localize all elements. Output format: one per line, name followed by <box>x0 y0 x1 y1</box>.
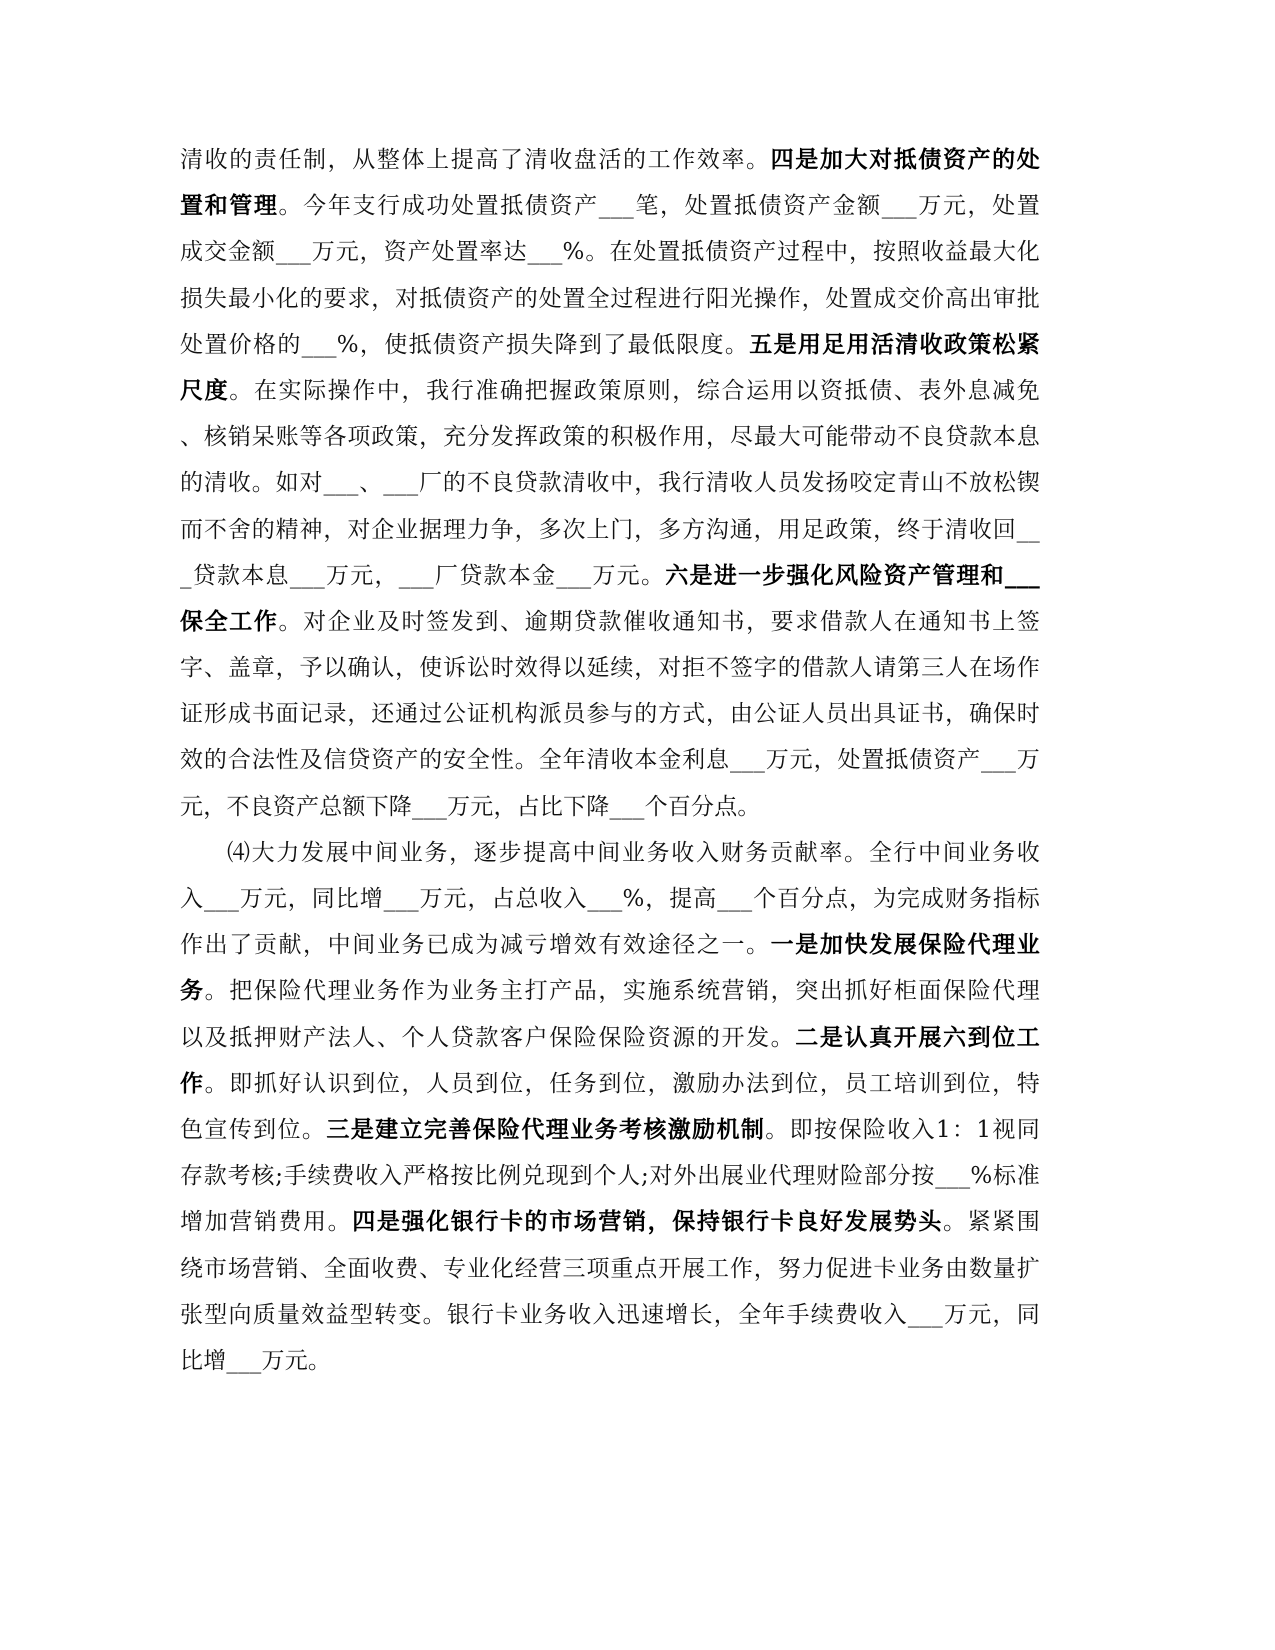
bold-heading-text: 一是加快发展保险代理业 <box>770 931 1040 959</box>
text-line <box>180 790 1040 836</box>
text-line <box>180 928 1040 974</box>
text-line <box>180 1113 1040 1159</box>
text-line <box>180 1067 1040 1113</box>
body-text: 处置价格的___%，使抵债资产损失降到了最低限度。 <box>180 331 750 358</box>
text-line <box>180 189 1040 235</box>
text-line <box>180 143 1040 189</box>
body-text: 。即按保险收入1：1视同 <box>765 1116 1040 1143</box>
bold-heading-text: 作 <box>180 1069 205 1097</box>
body-text: 张型向质量效益型转变。银行卡业务收入迅速增长，全年手续费收入___万元，同 <box>180 1301 1040 1328</box>
body-text: 清收的责任制，从整体上提高了清收盘活的工作效率。 <box>180 147 771 173</box>
text-line <box>180 513 1040 559</box>
body-text: 损失最小化的要求，对抵债资产的处置全过程进行阳光操作，处置成交价高出审批 <box>180 285 1040 312</box>
body-text: 存款考核;手续费收入严格按比例兑现到个人;对外出展业代理财险部分按___%标准 <box>180 1163 1040 1190</box>
body-text: 色宣传到位。 <box>180 1116 327 1143</box>
text-line <box>180 374 1040 420</box>
text-line <box>180 836 1040 882</box>
document-body <box>180 143 1040 1390</box>
body-text: 的清收。如对___、___厂的不良贷款清收中，我行清收人员发扬咬定青山不放松锲 <box>180 470 1040 497</box>
text-line <box>180 466 1040 512</box>
bold-heading-text: 四是强化银行卡的市场营销，保持银行卡良好发展势头 <box>352 1208 943 1236</box>
body-text: 绕市场营销、全面收费、专业化经营三项重点开展工作，努力促进卡业务由数量扩 <box>180 1255 1040 1282</box>
text-line <box>180 1252 1040 1298</box>
text-line <box>180 697 1040 743</box>
body-text: 。即抓好认识到位，人员到位，任务到位，激励办法到位，员工培训到位，特 <box>204 1070 1040 1097</box>
body-text: 成交金额___万元，资产处置率达___%。在处置抵债资产过程中，按照收益最大化 <box>180 239 1040 266</box>
text-line <box>180 605 1040 651</box>
body-text: 。对企业及时签发到、逾期贷款催收通知书，要求借款人在通知书上签 <box>278 608 1040 635</box>
text-line <box>180 1298 1040 1344</box>
text-line <box>180 1159 1040 1205</box>
text-line <box>180 651 1040 697</box>
text-line <box>180 974 1040 1020</box>
body-text: _贷款本息___万元，___厂贷款本金___万元。 <box>180 562 666 589</box>
text-line <box>180 743 1040 789</box>
text-line <box>180 1344 1040 1390</box>
body-text: 。紧紧围 <box>942 1209 1040 1236</box>
text-line <box>180 559 1040 605</box>
body-text: 入___万元，同比增___万元，占总收入___%，提高___个百分点，为完成财务指标 <box>180 886 1040 912</box>
body-text: 元，不良资产总额下降___万元，占比下降___个百分点。 <box>180 793 761 820</box>
bold-heading-text: 二是认真开展六到位工 <box>795 1023 1041 1051</box>
text-line <box>180 235 1040 281</box>
text-line <box>180 328 1040 374</box>
body-text: 作出了贡献，中间业务已成为减亏增效有效途径之一。 <box>180 932 771 959</box>
text-line <box>180 882 1040 928</box>
body-text: 、核销呆账等各项政策，充分发挥政策的积极作用，尽最大可能带动不良贷款本息 <box>180 424 1040 451</box>
bold-heading-text: 四是加大对抵债资产的处 <box>770 146 1040 173</box>
body-text: 效的合法性及信贷资产的安全性。全年清收本金利息___万元，处置抵债资产___万 <box>180 747 1040 774</box>
body-text: 。在实际操作中，我行准确把握政策原则，综合运用以资抵债、表外息减免 <box>229 377 1040 404</box>
text-line <box>180 420 1040 466</box>
body-text: 而不舍的精神，对企业据理力争，多次上门，多方沟通，用足政策，终于清收回__ <box>180 516 1040 543</box>
text-line <box>180 1021 1040 1067</box>
body-text: 。今年支行成功处置抵债资产___笔，处置抵债资产金额___万元，处置 <box>278 193 1040 220</box>
bold-heading-text: 五是用足用活清收政策松紧 <box>749 330 1040 358</box>
body-text: 比增___万元。 <box>180 1347 332 1374</box>
body-text: 证形成书面记录，还通过公证机构派员参与的方式，由公证人员出具证书，确保时 <box>180 701 1040 728</box>
bold-heading-text: 置和管理 <box>180 192 279 220</box>
body-text: 。把保险代理业务作为业务主打产品，实施系统营销，突出抓好柜面保险代理 <box>204 978 1040 1005</box>
text-line <box>180 282 1040 328</box>
bold-heading-text: 务 <box>180 977 205 1005</box>
text-line <box>180 1205 1040 1251</box>
bold-heading-text: 六是进一步强化风险资产管理和___ <box>665 561 1041 589</box>
body-text: 字、盖章，予以确认，使诉讼时效得以延续，对拒不签字的借款人请第三人在场作 <box>180 655 1040 682</box>
body-text: 增加营销费用。 <box>180 1209 353 1236</box>
bold-heading-text: 三是建立完善保险代理业务考核激励机制 <box>326 1115 766 1143</box>
body-text: 以及抵押财产法人、个人贷款客户保险保险资源的开发。 <box>180 1024 796 1051</box>
bold-heading-text: 尺度 <box>180 376 230 404</box>
bold-heading-text: 保全工作 <box>180 607 279 635</box>
body-text: ⑷大力发展中间业务，逐步提高中间业务收入财务贡献率。全行中间业务收 <box>227 839 1040 866</box>
